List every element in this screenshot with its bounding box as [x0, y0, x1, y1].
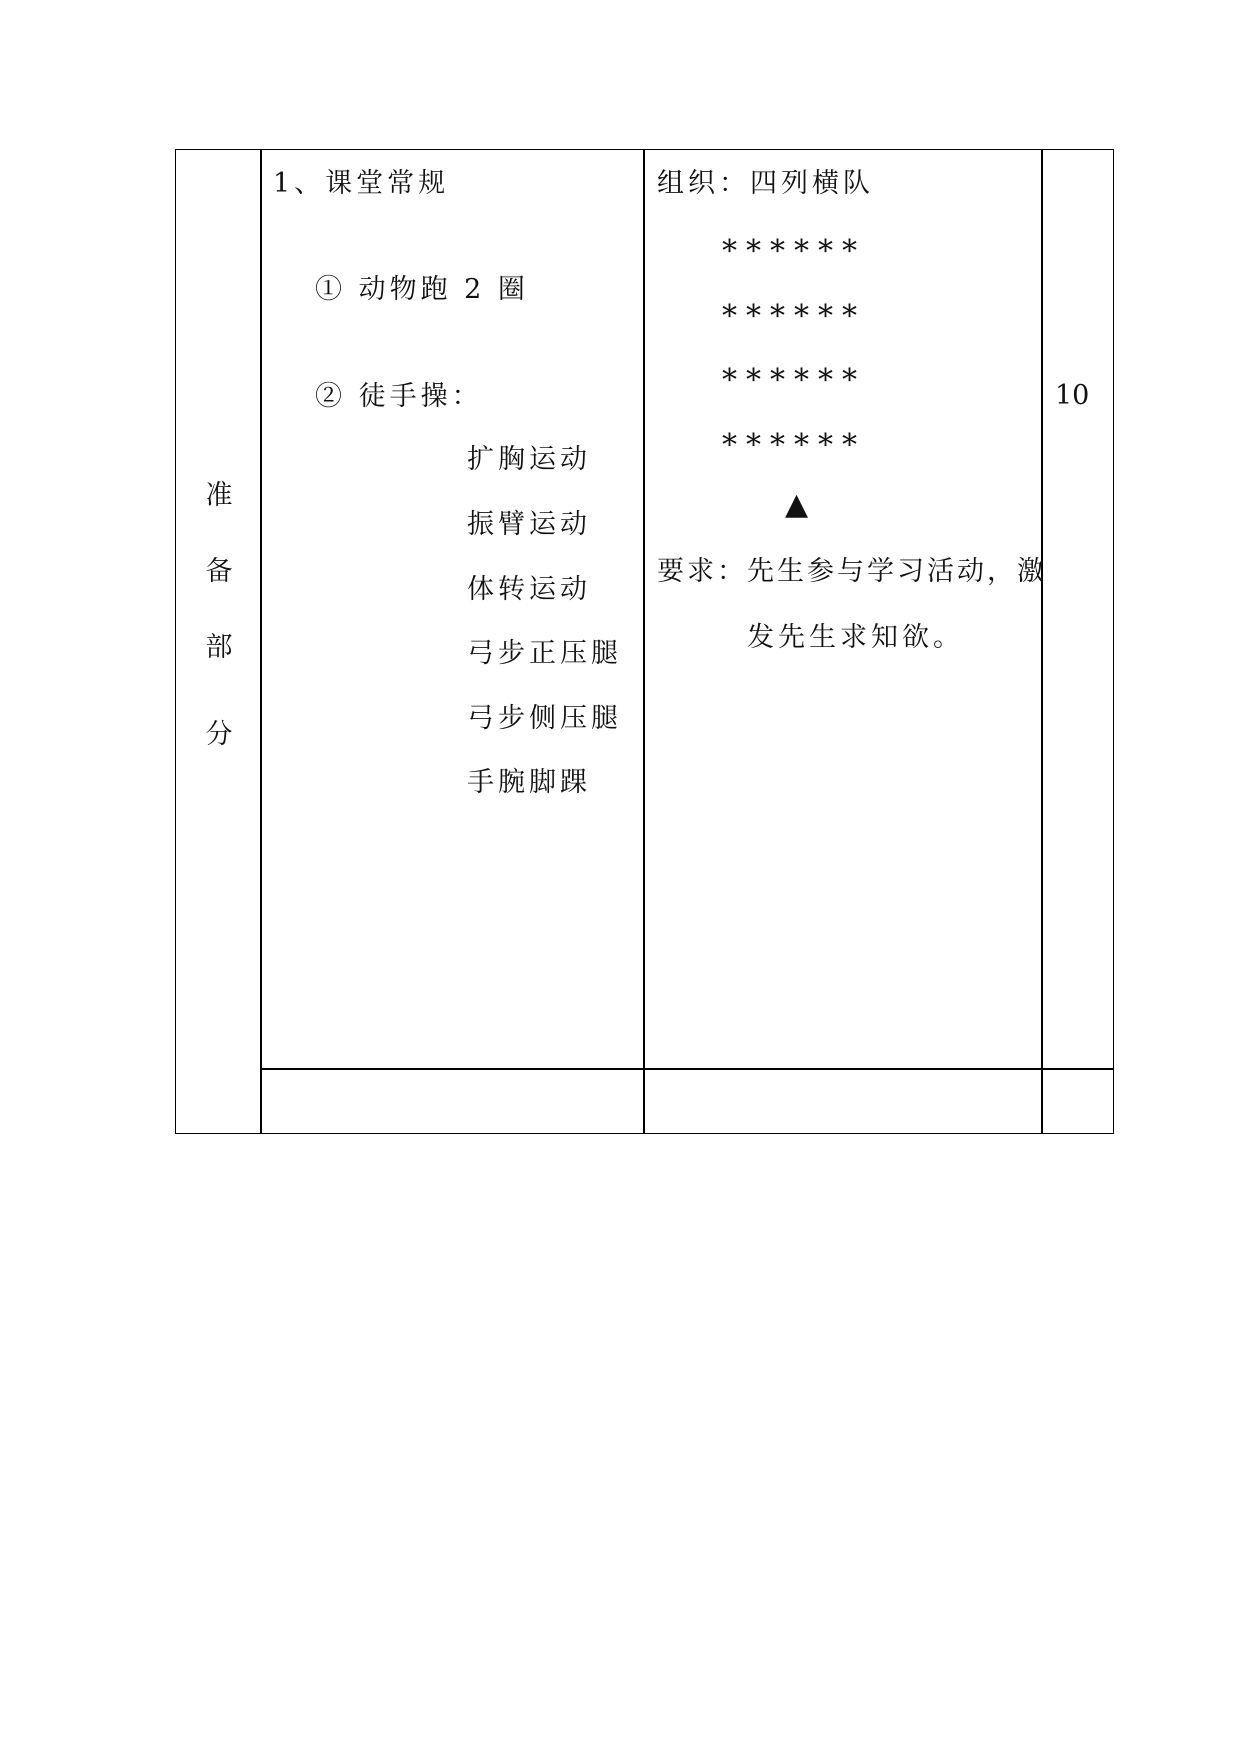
exercise-item: 体转运动: [467, 574, 591, 605]
column-divider-1: [260, 149, 262, 1134]
section-label-char: 准: [205, 480, 233, 511]
organization-heading: 组织：四列横队: [657, 168, 874, 199]
teacher-position-marker: ▲: [785, 487, 809, 522]
exercise-item: 扩胸运动: [467, 444, 591, 475]
time-minutes: 10: [1055, 380, 1090, 411]
requirement-line: 发先生求知欲。: [747, 622, 964, 653]
section-label-char: 备: [205, 556, 233, 587]
section-label-char: 部: [205, 632, 233, 663]
exercise-item: 手腕脚踝: [467, 767, 591, 798]
formation-row: ******: [722, 234, 866, 269]
row-divider: [260, 1068, 1114, 1070]
content-item-animal-run: ① 动物跑 2 圈: [315, 274, 529, 305]
content-item-calisthenics: ② 徒手操：: [315, 381, 483, 412]
section-label-char: 分: [205, 719, 233, 750]
exercise-item: 弓步侧压腿: [467, 703, 622, 734]
requirement-line: 要求：先生参与学习活动，激: [657, 556, 1047, 587]
exercise-item: 弓步正压腿: [467, 638, 622, 669]
content-heading: 1、课堂常规: [273, 168, 450, 199]
column-divider-3: [1041, 149, 1043, 1134]
exercise-item: 振臂运动: [467, 509, 591, 540]
formation-row: ******: [722, 428, 866, 463]
formation-row: ******: [722, 299, 866, 334]
formation-row: ******: [722, 363, 866, 398]
column-divider-2: [643, 149, 645, 1134]
